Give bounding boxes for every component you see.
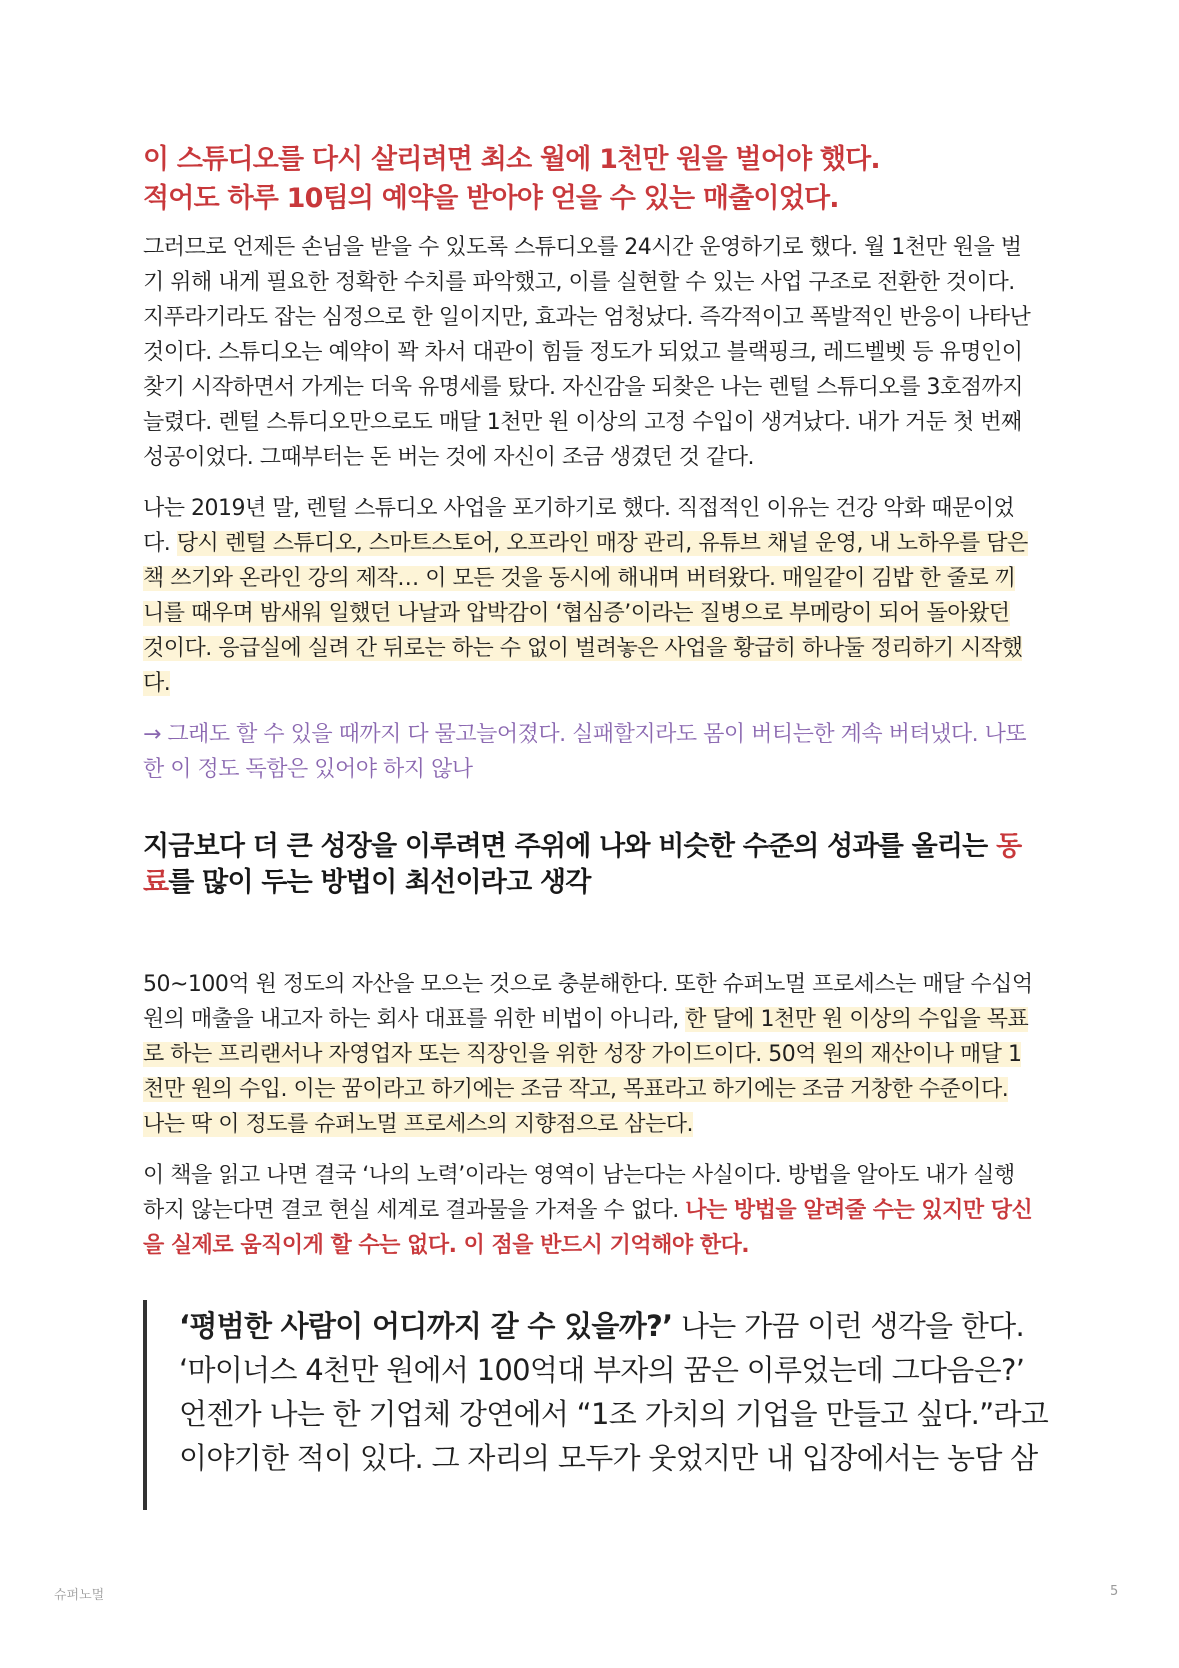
red-heading-line-2: 적어도 하루 10팀의 예약을 받아야 얻을 수 있는 매출이었다. — [143, 183, 839, 214]
paragraph-effort-plain: 이 책을 읽고 나면 결국 ‘나의 노력’이라는 영역이 남는다는 사실이다. 방법을 알아도 내가 실행하지 않는다면 결코 현실 세계로 결과물을 가져올 수 없다. — [143, 1163, 1015, 1223]
reader-note: → 그래도 할 수 있을 때까지 다 물고늘어졌다. 실패할지라도 몸이 버티는한 계속 버텨냈다. 나또한 이 정도 독함은 있어야 하지 않나 — [143, 722, 1027, 782]
quote-line-1-rest: 나는 가끔 이런 생각을 한다. — [672, 1309, 1025, 1343]
paragraph-health-highlight: 당시 렌털 스튜디오, 스마트스토어, 오프라인 매장 관리, 유튜브 채널 운영, 내 노하우를 담은 책 쓰기와 온라인 강의 제작… 이 모든 것을 동시에 해내며 버텨왔다. 매일같이 김밥 한 줄로 끼니를 때우며 밤새워 일했던 나날과 압박감이 ‘협심증’이라는 질병으로 부메랑이 되어 돌아왔던 것이다. 응급실에 실려 간 뒤로는 하는 수 없이 벌려놓은 사업을 황급히 하나둘 정리하기 시작했다. — [143, 531, 1028, 696]
section-heading-part-1: 지금보다 더 큰 성장을 이루려면 주위에 나와 비슷한 수준의 성과를 올리는 — [143, 831, 997, 862]
paragraph-effort — [143, 1158, 1033, 1263]
section-heading-part-2: 를 많이 두는 방법이 최선이라고 생각 — [168, 867, 591, 898]
quote-line-1-bold: ‘평범한 사람이 어디까지 갈 수 있을까?’ — [179, 1309, 673, 1343]
paragraph-health — [143, 491, 1033, 701]
quote-line-3: 언젠가 나는 한 기업체 강연에서 “1조 가치의 기업을 만들고 싶다.”라고 — [179, 1397, 1049, 1431]
paragraph-studio-24h: 그러므로 언제든 손님을 받을 수 있도록 스튜디오를 24시간 운영하기로 했다. 월 1천만 원을 벌기 위해 내게 필요한 정확한 수치를 파악했고, 이를 실현할 수 있는 사업 구조로 전환한 것이다.지푸라기라도 잡는 심정으로 한 일이지만, 효과는 엄청났다. 즉각적이고 폭발적인 반응이 나타난 것이다. 스튜디오는 예약이 꽉 차서 대관이 힘들 정도가 되었고 블랙핑크, 레드벨벳 등 유명인이 찾기 시작하면서 가게는 더욱 유명세를 탔다. 자신감을 되찾은 나는 렌털 스튜디오를 3호점까지 늘렸다. 렌털 스튜디오만으로도 매달 1천만 원 이상의 고정 수입이 생겨났다. 내가 거둔 첫 번째 성공이었다. 그때부터는 돈 버는 것에 자신이 조금 생겼던 것 같다. — [143, 235, 1031, 470]
quote-line-4: 이야기한 적이 있다. 그 자리의 모두가 웃었지만 내 입장에서는 농담 삼 — [179, 1441, 1038, 1475]
paragraph-health-plain: 나는 2019년 말, 렌털 스튜디오 사업을 포기하기로 했다. 직접적인 이유는 건강 악화 때문이었다. — [143, 496, 1015, 556]
quote-text — [179, 1304, 1049, 1480]
quote-bar — [143, 1300, 147, 1510]
quote-line-2: ‘마이너스 4천만 원에서 100억대 부자의 꿈은 이루었는데 그다음은?’ — [179, 1353, 1025, 1387]
pull-quote — [143, 1300, 1049, 1510]
paragraph-effort-emphasis: 나는 방법을 알려줄 수는 있지만 당신을 실제로 움직이게 할 수는 없다. 이 점을 반드시 기억해야 한다. — [143, 1198, 1033, 1258]
paragraph-goal-highlight: 한 달에 1천만 원 이상의 수입을 목표로 하는 프리랜서나 자영업자 또는 직장인을 위한 성장 가이드이다. 50억 원의 재산이나 매달 1천만 원의 수입. 이는 꿈이라고 하기에는 조금 작고, 목표라고 하기에는 조금 거창한 수준이다. 나는 딱 이 정도를 슈퍼노멀 프로세스의 지향점으로 삼는다. — [143, 1007, 1029, 1137]
section-heading-accent: 동료 — [143, 831, 1022, 898]
page-body — [143, 140, 1033, 1279]
section-heading — [143, 829, 1033, 901]
footer-page-number: 5 — [1110, 1584, 1119, 1599]
red-heading-line-1: 이 스튜디오를 다시 살리려면 최소 월에 1천만 원을 벌어야 했다. — [143, 144, 880, 175]
paragraph-supernormal-goal — [143, 967, 1033, 1142]
paragraph-goal-plain: 50~100억 원 정도의 자산을 모으는 것으로 충분해한다. 또한 슈퍼노멀 프로세스는 매달 수십억 원의 매출을 내고자 하는 회사 대표를 위한 비법이 아니라, — [143, 972, 1033, 1032]
red-heading — [143, 140, 1033, 218]
footer-book-title: 슈퍼노멀 — [54, 1588, 105, 1603]
quote-line-1 — [179, 1304, 1029, 1348]
